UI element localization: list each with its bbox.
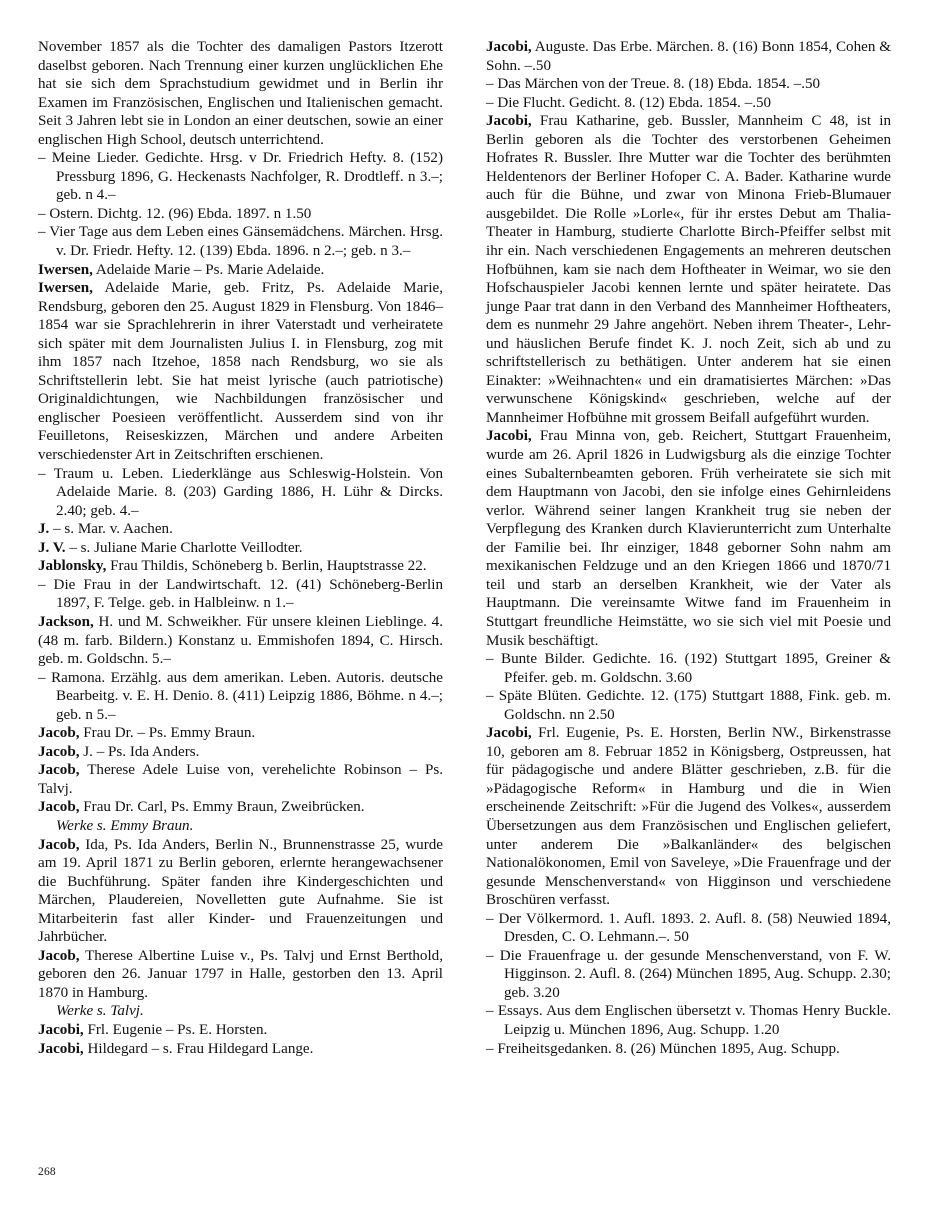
entry-headword: Jacob, xyxy=(38,743,80,760)
entry-text: Frau Thildis, Schöneberg b. Berlin, Hauptstrasse 22. xyxy=(106,558,427,575)
dictionary-entry xyxy=(38,836,443,947)
work-listing: – Bunte Bilder. Gedichte. 16. (192) Stuttgart 1895, Greiner & Pfeifer. geb. m. Goldschn. 3.60 xyxy=(486,651,891,686)
entry-text: H. und M. Schweikher. Für unsere kleinen Lieblinge. 4. (48 m. farb. Bildern.) Konstanz u. Emmishofen 1894, C. Hirsch. geb. m. Goldschn. 5.– xyxy=(38,613,443,668)
work-listing: – Meine Lieder. Gedichte. Hrsg. v Dr. Friedrich Hefty. 8. (152) Pressburg 1896, G. Heckenasts Nachfolger, R. Drodtleff. n 3.–; geb. n 4.– xyxy=(38,150,443,204)
work-listing: – Traum u. Leben. Liederklänge aus Schleswig-Holstein. Von Adelaide Marie. 8. (203) Garding 1886, H. Lühr & Dircks. 2.40; geb. 4.– xyxy=(38,465,443,519)
work-listing: – Vier Tage aus dem Leben eines Gänsemädchens. Märchen. Hrsg. v. Dr. Friedr. Hefty. 12. (139) Ebda. 1896. n 2.–; geb. n 3.– xyxy=(38,224,443,260)
entry-text: Frau Dr. – Ps. Emmy Braun. xyxy=(79,725,256,742)
dictionary-entry xyxy=(38,947,443,1003)
dictionary-entry xyxy=(38,743,443,762)
entry-text: Therese Albertine Luise v., Ps. Talvj und Ernst Berthold, geboren den 26. Januar 1797 in Halle, gestorben den 13. April 1870 in Hamburg. xyxy=(38,947,443,1001)
dictionary-entry xyxy=(38,724,443,743)
entry-headword: Jacob, xyxy=(38,762,80,779)
entry-headword: Iwersen, xyxy=(38,261,93,278)
entry-text: Adelaide Marie, geb. Fritz, Ps. Adelaide Marie, Rendsburg, geboren den 25. August 1829 in Flensburg. Von 1846–1854 war sie Sprachlehrerin in ihrer Vaterstadt und verheiratete sich später mit dem Journalisten Julius I. in Flensburg, zog mit ihm 1857 nach Itzehoe, 1858 nach Rendsburg, wo sie als Schriftstellerin lebt. Sie hat meist lyrische (auch patriotische) Originaldichtungen, wie Nachbildungen französischer und englischer Poesieen veröffentlicht. Ausserdem sind von ihr Feuilletons, Reiseskizzen, Märchen und andere Arbeiten verschiedenster Art in Zeitschriften erschienen. xyxy=(38,280,443,464)
entry-text: – s. Mar. v. Aachen. xyxy=(49,521,173,538)
entry-text: – s. Juliane Marie Charlotte Veillodter. xyxy=(65,539,303,556)
entry-headword: Iwersen, xyxy=(38,280,93,297)
work-listing: – Ostern. Dichtg. 12. (96) Ebda. 1897. n 1.50 xyxy=(38,205,312,222)
dictionary-entry xyxy=(38,261,443,280)
entry-headword: J. V. xyxy=(38,539,66,556)
work-listing: – Die Frau in der Landwirtschaft. 12. (41) Schöneberg-Berlin 1897, F. Telge. geb. in Halbleinw. n 1.– xyxy=(38,576,443,612)
entry-headword: Jackson, xyxy=(38,613,94,630)
entry-text: Hildegard – s. Frau Hildegard Lange. xyxy=(83,1040,314,1057)
entry-headword: Jablonsky, xyxy=(38,558,107,575)
entry-text: Ida, Ps. Ida Anders, Berlin N., Brunnenstrasse 25, wurde am 19. April 1871 zu Berlin geboren, erlernte herangewachsener die Buchführung. Später fanden ihre Kindergeschichten und Märchen, Plaudereien, Novelletten gute Aufnahme. Sie ist Mitarbeiterin fast aller Kinder- und Frauenzeitungen und Jahrbücher. xyxy=(38,836,443,946)
work-listing: – Essays. Aus dem Englischen übersetzt v. Thomas Henry Buckle. Leipzig u. München 1896, Aug. Schupp. 1.20 xyxy=(486,1003,891,1038)
page-number: 268 xyxy=(38,1166,56,1178)
dictionary-entry xyxy=(486,427,891,650)
entry-text: Frau Minna von, geb. Reichert, Stuttgart Frauenheim, wurde am 26. April 1826 in Ludwigsburg als die einzige Tochter eines Subalternbeamten geboren. Früh verheiratete sie sich mit dem Hauptmann von Jacobi, den sie infolge eines Gehirnleidens verlor. Während seiner langen Krankheit trug sie neben der Verpflegung des Kranken durch Klavierunterricht zum Unterhalte der Familie bei. Ihr einziger, 1848 geborner Sohn nahm am mexikanischen Feldzuge und an den Kriegen 1866 und 1870/71 teil und starb an derselben Krankheit, wie der Vater als Hauptmann. Die vereinsamte Witwe fand im Frauenheim in Stuttgart freundliche Heimstätte, wo sie sich viel mit Poesie und Musik beschäftigt. xyxy=(486,428,891,649)
entry-text: Frau Katharine, geb. Bussler, Mannheim C 48, ist in Berlin geboren als die Tochter des verstorbenen Geheimen Hofrates R. Bussler. Ihre Mutter war die Tochter des berühmten Heldentenors der Berliner Hofoper C. A. Bader. Katharine wurde auch für die Bühne, und zwar von Minona Frieb-Blumauer ausgebildet. Die Rolle »Lorle«, für ihr erstes Debut am Thalia-Theater in Hamburg, studierte Charlotte Birch-Pfeiffer selbst mit ihr ein. Nach verschiedenen Engagements an mehreren deutschen Hofbühnen, kam sie nach dem Hoftheater in Weimar, wo sie den Hofschauspieler Jacobi kennen lernte und später heiratete. Das junge Paar trat dann in den Verband des Mannheimer Hoftheaters, dem es nunmehr 29 Jahre angehört. Neben ihrem Theater-, Lehr- und häuslichen Berufe findet K. J. noch Zeit, sich ab und zu schriftstellerisch zu bethätigen. Unter anderem hat sie einen Einakter: »Weihnachten« und ein dramatisiertes Märchen: »Das verwunschene Königskind« geschrieben, welche auf der Mannheimer Hofbühne mit grossem Beifall aufgeführt wurden. xyxy=(486,113,891,426)
entry-headword: Jacobi, xyxy=(486,39,532,55)
entry-text: Auguste. Das Erbe. Märchen. 8. (16) Bonn 1854, Cohen & Sohn. –.50 xyxy=(486,39,891,74)
works-crossreference: Werke s. Talvj. xyxy=(56,1003,144,1020)
entry-headword: Jacob, xyxy=(38,836,80,853)
dictionary-entry xyxy=(486,724,891,909)
work-listing: – Späte Blüten. Gedichte. 12. (175) Stuttgart 1888, Fink. geb. m. Goldschn. nn 2.50 xyxy=(486,688,891,723)
dictionary-entry xyxy=(38,1021,443,1040)
column-left xyxy=(38,38,443,1058)
entry-headword: Jacobi, xyxy=(38,1040,84,1057)
entry-headword: Jacobi, xyxy=(486,428,532,445)
entry-text: J. – Ps. Ida Anders. xyxy=(79,743,200,760)
work-listing: – Die Frauenfrage u. der gesunde Menschenverstand, von F. W. Higginson. 2. Aufl. 8. (264) München 1895, Aug. Schupp. 2.30; geb. 3.20 xyxy=(486,947,891,1001)
entry-headword: Jacobi, xyxy=(486,725,532,742)
dictionary-entry xyxy=(38,279,443,464)
text-columns xyxy=(38,38,898,1058)
entry-headword: Jacobi, xyxy=(486,113,532,130)
column-right xyxy=(486,38,891,1058)
entry-headword: Jacob, xyxy=(38,799,80,816)
work-listing: – Freiheitsgedanken. 8. (26) München 1895, Aug. Schupp. xyxy=(486,1040,840,1057)
dictionary-entry xyxy=(38,613,443,669)
work-listing: – Die Flucht. Gedicht. 8. (12) Ebda. 1854. –.50 xyxy=(486,94,772,111)
entry-text: Therese Adele Luise von, verehelichte Robinson – Ps. Talvj. xyxy=(38,762,443,797)
work-listing: – Ramona. Erzählg. aus dem amerikan. Leben. Autoris. deutsche Bearbeitg. v. E. H. Denio. 8. (411) Leipzig 1886, Böhme. n 4.–; geb. n 5.– xyxy=(38,669,443,723)
entry-text: Frau Dr. Carl, Ps. Emmy Braun, Zweibrücken. xyxy=(79,799,365,816)
dictionary-entry xyxy=(486,38,891,75)
works-crossreference: Werke s. Emmy Braun. xyxy=(56,817,194,834)
dictionary-entry xyxy=(38,557,443,576)
dictionary-entry xyxy=(38,1040,443,1059)
entry-headword: J. xyxy=(38,521,50,538)
dictionary-entry xyxy=(38,761,443,798)
body-paragraph: November 1857 als die Tochter des damaligen Pastors Itzerott daselbst geboren. Nach Trennung einer kurzen unglücklichen Ehe hat sie sich dem Sprachstudium gewidmet und in Berlin ihr Examen im Französischen, Englischen und Italienischen gemacht. Seit 3 Jahren lebt sie in London an einer deutschen, sowie an einer englischen High School, deutsch unterrichtend. xyxy=(38,39,443,148)
entry-headword: Jacob, xyxy=(38,725,80,742)
dictionary-entry xyxy=(486,112,891,427)
dictionary-entry xyxy=(38,539,443,558)
dictionary-entry xyxy=(38,520,443,539)
entry-headword: Jacobi, xyxy=(38,1021,84,1038)
dictionary-entry xyxy=(38,798,443,817)
entry-text: Frl. Eugenie, Ps. E. Horsten, Berlin NW., Birkenstrasse 10, geboren am 8. Februar 1852 in Königsberg, Ostpreussen, hat für pädagogische und andere Blätter geschrieben, z.B. für die »Pädagogische Reform« in Hamburg und die in Wien erscheinende Zeitschrift: »Für die Jugend des Volkes«, ausserdem Übersetzungen aus dem Französischen und Englischen geliefert, unter anderem Die »Balkanländer« des belgischen Nationalökonomen, Emil von Saveleye, »Die Frauenfrage und der gesunde Menschenverstand« von Higginson und verschiedene Broschüren verfasst. xyxy=(486,725,891,909)
work-listing: – Das Märchen von der Treue. 8. (18) Ebda. 1854. –.50 xyxy=(486,76,821,93)
work-listing: – Der Völkermord. 1. Aufl. 1893. 2. Aufl. 8. (58) Neuwied 1894, Dresden, C. O. Lehmann.–. 50 xyxy=(486,910,891,946)
entry-text: Adelaide Marie – Ps. Marie Adelaide. xyxy=(92,261,325,278)
entry-text: Frl. Eugenie – Ps. E. Horsten. xyxy=(83,1021,268,1038)
entry-headword: Jacob, xyxy=(38,947,80,964)
